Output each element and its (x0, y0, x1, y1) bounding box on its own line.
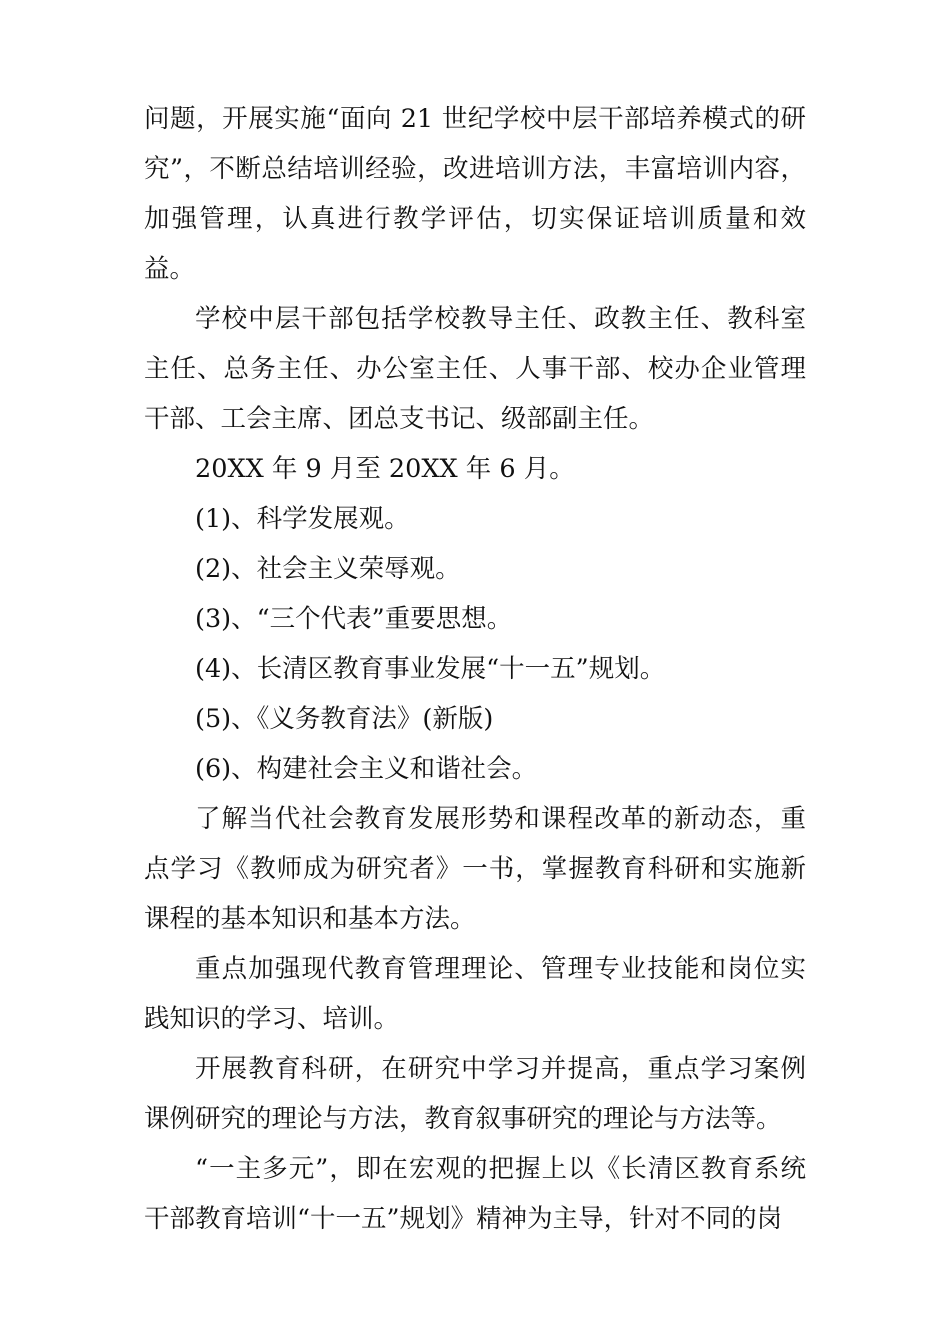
paragraph-education-trends: 了解当代社会教育发展形势和课程改革的新动态，重点学习《教师成为研究者》一书，掌握教育科研和实施新课程的基本知识和基本方法。 (144, 804, 806, 934)
paragraph-management-theory: 重点加强现代教育管理理论、管理专业技能和岗位实践知识的学习、培训。 (144, 954, 806, 1034)
document-body (144, 94, 806, 1244)
list-item-4: (4)、长清区教育事业发展“十一五”规划。 (195, 654, 666, 684)
paragraph-continuation: 问题，开展实施“面向 21 世纪学校中层干部培养模式的研究”，不断总结培训经验，改进培训方法，丰富培训内容，加强管理，认真进行教学评估，切实保证培训质量和效益。 (144, 104, 806, 284)
paragraph-cadre-scope: 学校中层干部包括学校教导主任、政教主任、教科室主任、总务主任、办公室主任、人事干部、校办企业管理干部、工会主席、团总支书记、级部副主任。 (144, 304, 806, 434)
paragraph-one-main-multiple: “一主多元”，即在宏观的把握上以《长清区教育系统干部教育培训“十一五”规划》精神为主导，针对不同的岗 (144, 1154, 806, 1234)
list-item-6: (6)、构建社会主义和谐社会。 (195, 754, 538, 784)
list-item-5: (5)、《义务教育法》(新版) (195, 704, 494, 734)
list-item-2: (2)、社会主义荣辱观。 (195, 554, 461, 584)
list-item-3: (3)、“三个代表”重要思想。 (195, 604, 513, 634)
paragraph-research: 开展教育科研，在研究中学习并提高，重点学习案例课例研究的理论与方法，教育叙事研究的理论与方法等。 (144, 1054, 806, 1134)
list-item-1: (1)、科学发展观。 (195, 504, 410, 534)
paragraph-time-span: 20XX 年 9 月至 20XX 年 6 月。 (195, 454, 575, 484)
